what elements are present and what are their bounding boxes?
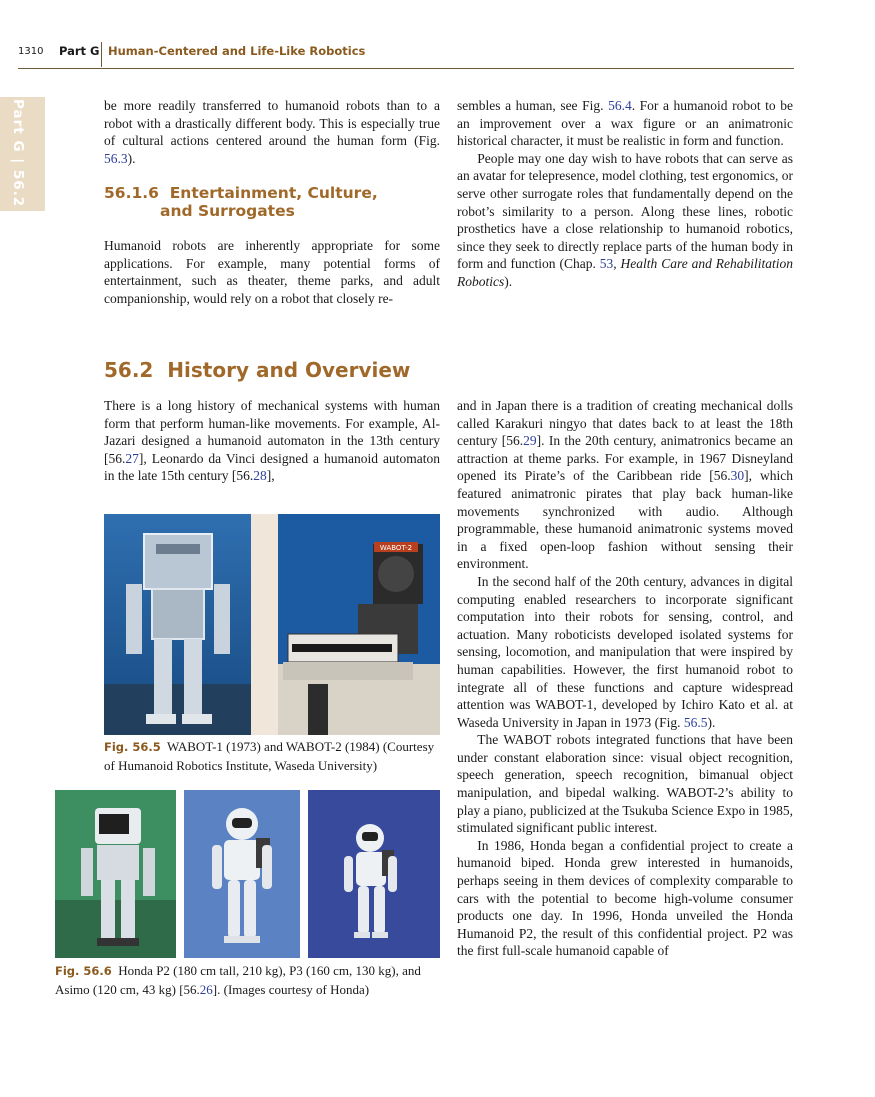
figure-link[interactable]: 56.4 xyxy=(608,98,632,113)
chapter-link[interactable]: 53 xyxy=(599,256,614,272)
paragraph: In 1986, Honda began a confidential project to create a humanoid biped. Honda grew interested in humanoids, perhaps seeing in them devices of complexity comparable to cars with the potential to become high-volume consumer products one day. In 1996, Honda unveiled the Honda Humanoid P2, the result of this confidential project. P2 was the first full-scale humanoid capable of xyxy=(457,837,793,959)
wabot2-badge: WABOT-2 xyxy=(379,544,413,552)
page-number: 1310 xyxy=(18,46,44,57)
figure-label: Fig. 56.5 xyxy=(104,740,161,754)
paragraph: be more readily transferred to humanoid robots than to a robot with a drastically different body. This is especially true of cultural actions centered around the human form (Fig. 56.3). xyxy=(104,98,440,166)
asimo-photo xyxy=(308,790,440,958)
paragraph: and in Japan there is a tradition of creating mechanical dolls called Karakuri ningyo that dates back to at least the 18th century [56.29]. In the 20th century, animatronics became an attraction at theme parks. For example, in 1967 Disneyland opened its Pirate’s of the Caribbean ride [56.30], which featured animatronic pirates that play back human-like movements synchronized with audio. Although programmable, these humanoid animatronic systems moved in a fixed open-loop fashion without sensing their environment. xyxy=(457,398,793,572)
figure-caption xyxy=(104,738,440,774)
right-column-top xyxy=(457,97,793,291)
subsection-number: 56.1.6 xyxy=(104,184,159,202)
figure-link[interactable]: 56.5 xyxy=(683,714,708,730)
left-column-top-p2 xyxy=(104,237,440,307)
honda-p3-photo xyxy=(184,790,300,958)
honda-p2-photo xyxy=(55,790,176,958)
paragraph: sembles a human, see Fig. 56.4. For a humanoid robot to be an improvement over a wax figure or an animatronic historical character, it must be realistic in form and function. xyxy=(457,98,793,149)
paragraph: Humanoid robots are inherently appropriate for some applications. For example, many potential forms of entertainment, such as theater, theme parks, and adult companionship, would rely on a robot that closely re- xyxy=(104,238,440,306)
paragraph: There is a long history of mechanical systems with human form that perform human-like movements. For example, Al-Jazari designed a humanoid automaton in the 13th century [56.27], Leonardo da Vinci designed a humanoid automaton in the late 15th century [56.28], xyxy=(104,398,440,484)
wabot2-photo xyxy=(278,514,440,735)
wabot1-photo xyxy=(104,514,251,735)
section-heading xyxy=(104,358,410,382)
figure-link[interactable]: 56.3 xyxy=(104,150,128,166)
section-number: 56.2 xyxy=(104,358,154,382)
part-label: Part G xyxy=(59,44,100,58)
subsection-title-2: and Surrogates xyxy=(160,202,295,220)
part-title: Human-Centered and Life-Like Robotics xyxy=(108,44,366,58)
citation-link[interactable]: 28 xyxy=(253,468,267,484)
paragraph: The WABOT robots integrated functions that have been under constant elaboration since: visual object recognition, speech generation, speech recognition, bimanual object manipulation, and bipedal walking. WABOT-2’s ability to play a piano, publicized at the Tsukuba Science Expo in 1985, stimulated significant public interest. xyxy=(457,732,793,836)
running-header xyxy=(18,42,794,69)
header-divider xyxy=(101,42,102,67)
left-column-top xyxy=(104,97,440,167)
paragraph: In the second half of the 20th century, advances in digital computing enabled researchers to incorporate significant computation into their robots for sensing, control, and actuation. Many roboticists developed isolated systems for sensing, locomotion, and manipulation that were inspired by human capabilities. However, the first humanoid robot to integrate all of these functions and capture widespread attention was WABOT-1, developed by Ichiro Kato et al. at Waseda University in Japan in 1973 (Fig. 56.5). xyxy=(457,573,793,730)
figure-caption: Fig. 56.6 Honda P2 (180 cm tall, 210 kg), P3 (160 cm, 130 kg), and Asimo (120 cm, 43 kg) [56.26]. (Images courtesy of Honda) xyxy=(55,963,421,997)
left-column-mid xyxy=(104,397,440,485)
citation-link[interactable]: 30 xyxy=(730,468,745,484)
figure-gap xyxy=(251,514,278,735)
citation-link[interactable]: 26 xyxy=(199,981,213,997)
caption-text: WABOT-1 (1973) and WABOT-2 (1984) (Courtesy of Humanoid Robotics Institute, Waseda University) xyxy=(104,739,435,773)
right-column-main xyxy=(457,397,793,960)
side-tab xyxy=(0,97,45,211)
citation-link[interactable]: 27 xyxy=(125,450,139,466)
subsection-title-1: Entertainment, Culture, xyxy=(169,184,378,202)
citation-link[interactable]: 29 xyxy=(523,433,537,449)
figure-label: Fig. 56.6 xyxy=(55,964,112,978)
chapter-title: Health Care and Rehabilitation Robotics xyxy=(457,256,794,289)
section-title: History and Overview xyxy=(167,358,411,382)
side-tab-label: Part G | 56.2 xyxy=(10,99,26,208)
paragraph: People may one day wish to have robots that can serve as an avatar for telepresence, model clothing, test ergonomics, or serve other surrogate roles that fundamentally depend on the robot’s similarity to a person. Along these lines, robotic prosthetics have a close relationship to humanoid robotics, since they seek to directly replace parts of the human body in form and function (Chap. 53, Health Care and Rehabilitation Robotics). xyxy=(457,150,794,289)
subsection-heading xyxy=(104,184,378,220)
